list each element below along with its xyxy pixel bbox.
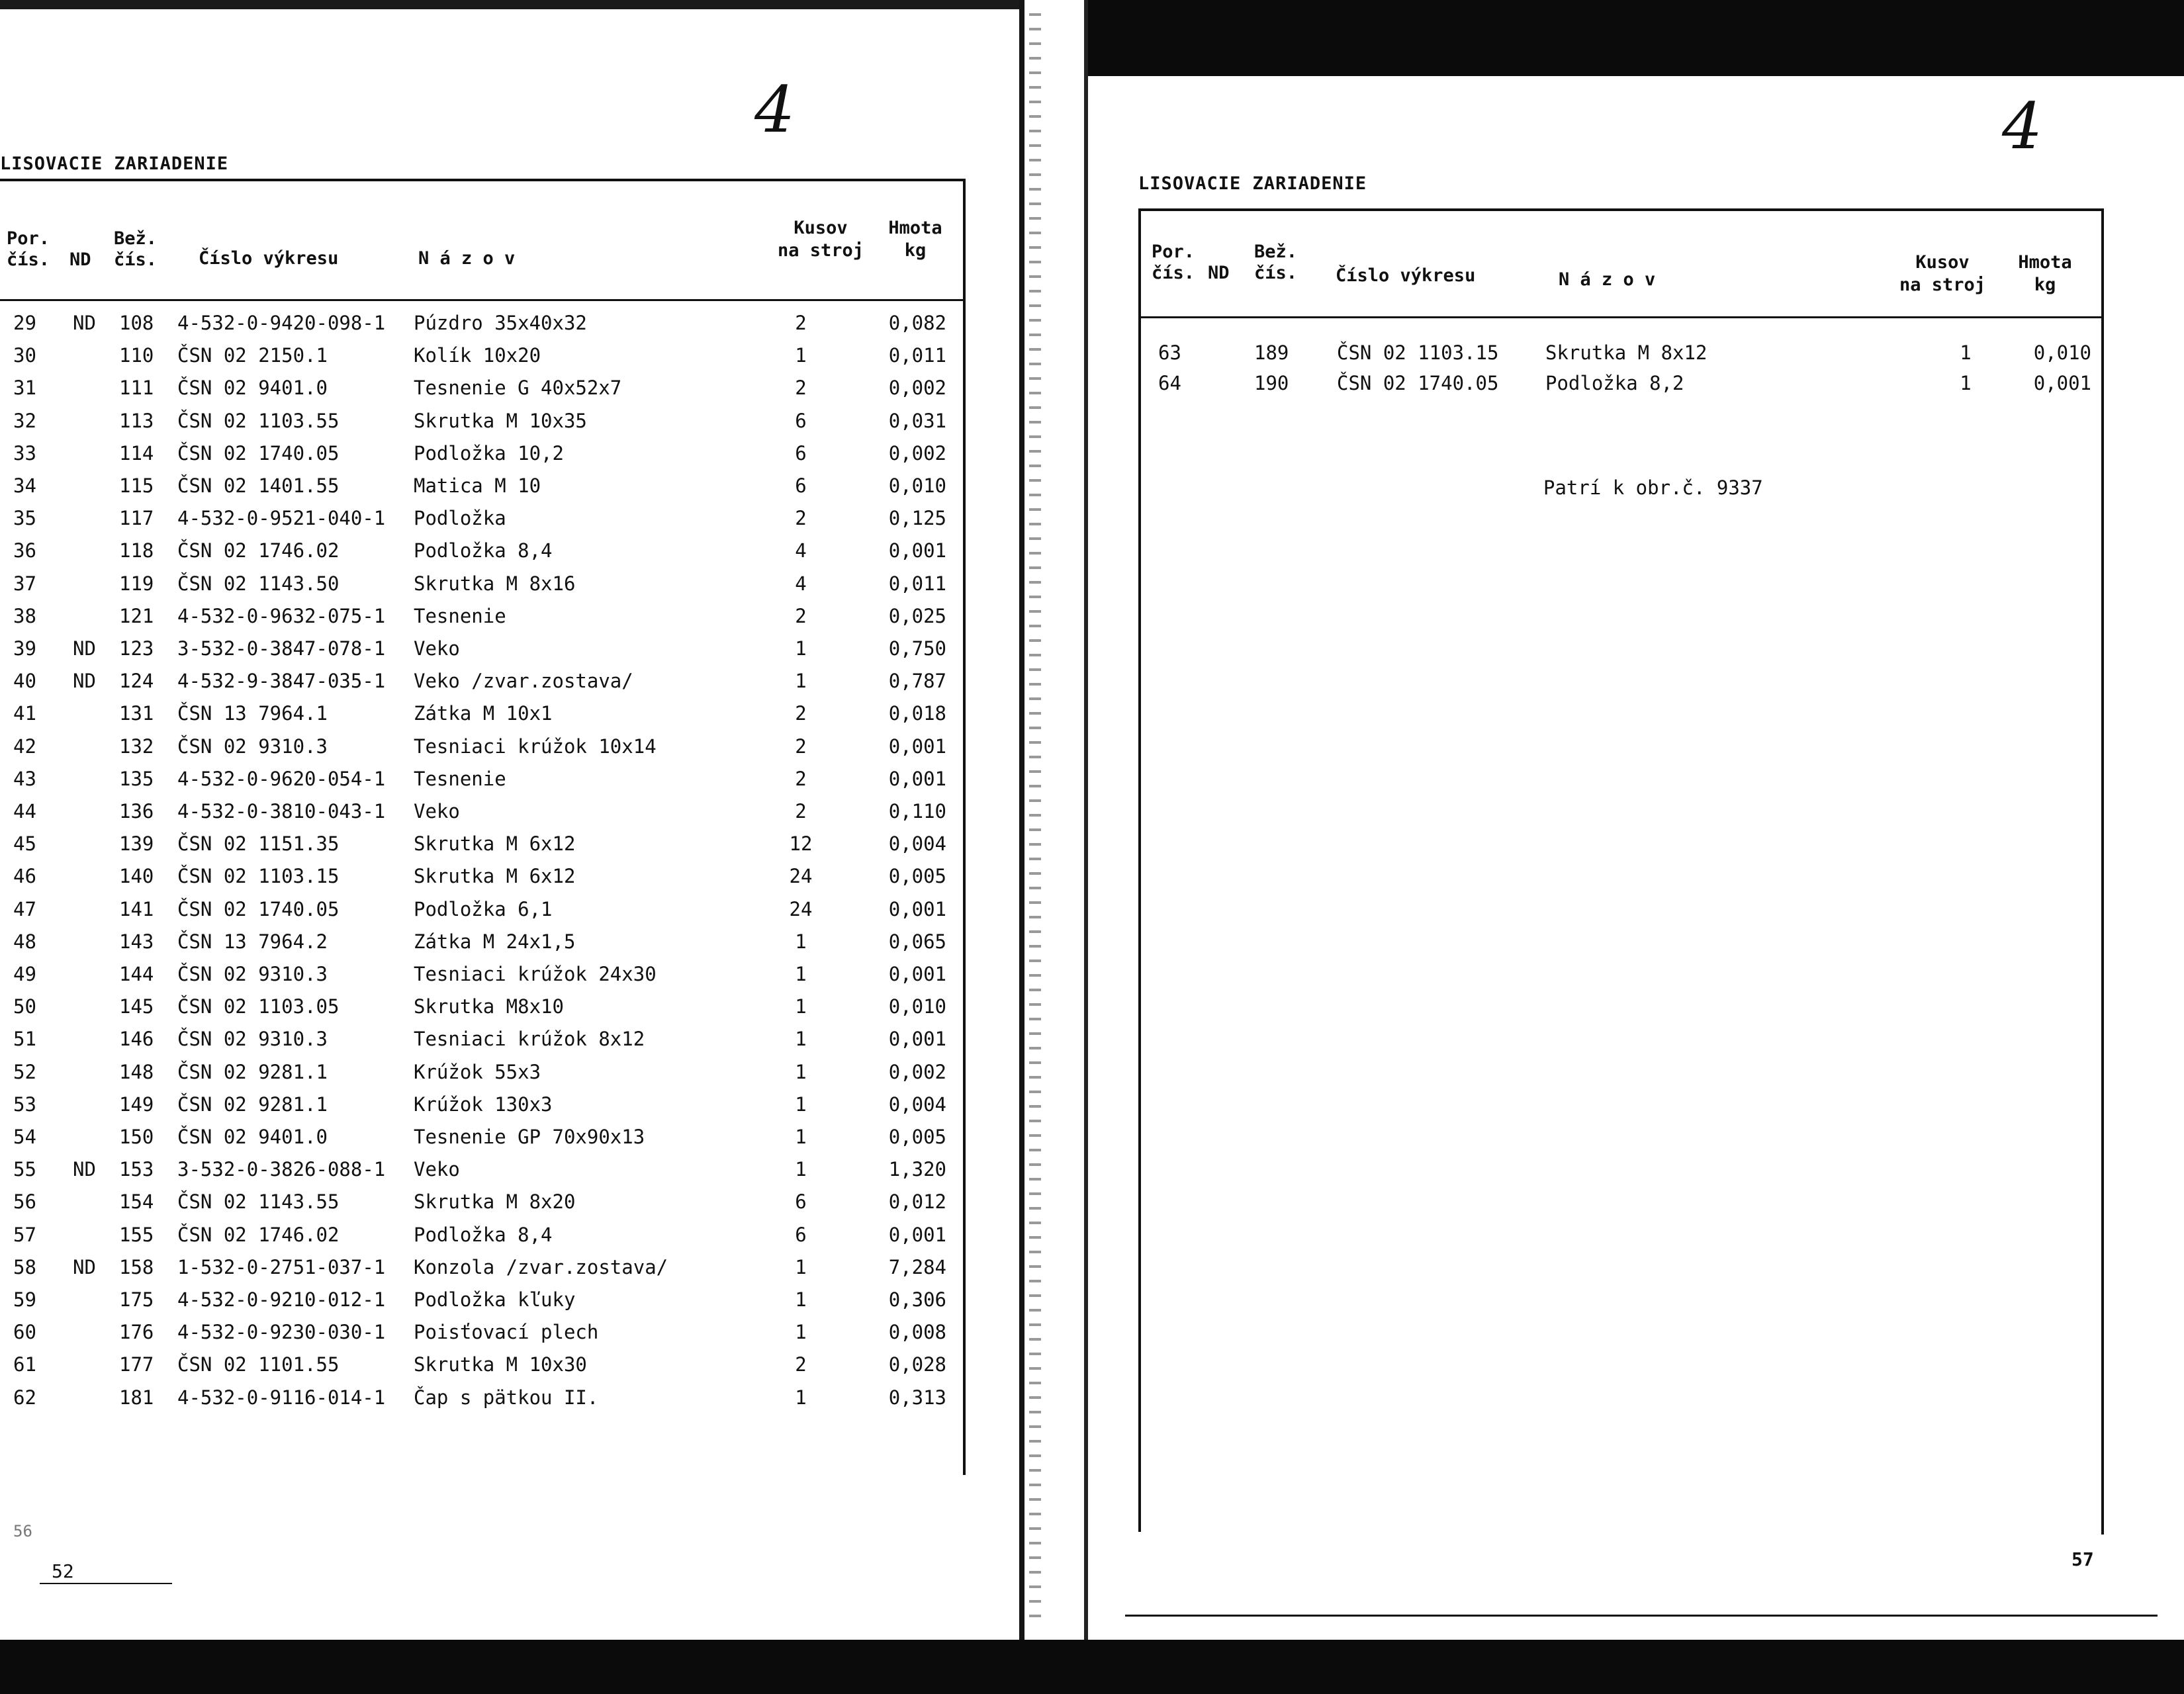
table-row (13, 828, 960, 859)
row-drawing-number: ČSN 02 1746.02 (177, 1223, 340, 1246)
row-mass: 0,001 (888, 897, 946, 920)
row-bez: 144 (119, 963, 154, 985)
row-quantity: 1 (1960, 372, 1972, 394)
row-mass: 0,313 (888, 1386, 946, 1409)
row-por: 49 (13, 963, 36, 985)
row-drawing-number: 4-532-0-3810-043-1 (177, 800, 386, 823)
row-por: 33 (13, 441, 36, 465)
row-drawing-number: 4-532-0-9632-075-1 (177, 604, 386, 627)
row-quantity: 1 (795, 1386, 807, 1409)
table-row (13, 406, 960, 436)
row-part-name: Skrutka M 6x12 (414, 865, 576, 888)
row-bez: 143 (119, 930, 154, 953)
row-part-name: Veko (414, 1158, 460, 1181)
row-bez: 119 (119, 572, 154, 595)
row-quantity: 6 (795, 474, 807, 497)
row-mass: 0,018 (888, 702, 946, 725)
row-quantity: 1 (795, 670, 807, 693)
row-mass: 0,002 (888, 1060, 946, 1083)
row-part-name: Veko /zvar.zostava/ (414, 670, 633, 693)
row-drawing-number: ČSN 02 9310.3 (177, 735, 328, 758)
footer-rule (1125, 1615, 2158, 1617)
table-row (13, 308, 960, 338)
row-quantity: 1 (795, 1092, 807, 1116)
row-part-name: Veko (414, 637, 460, 660)
table-row (13, 894, 960, 924)
row-bez: 110 (119, 344, 154, 367)
header-name: N á z o v (418, 248, 516, 269)
row-part-name: Zátka M 24x1,5 (414, 930, 576, 953)
row-por: 57 (13, 1223, 36, 1246)
row-drawing-number: ČSN 02 9401.0 (177, 1126, 328, 1148)
footer-rule (40, 1583, 172, 1584)
row-part-name: Podložka kľuky (414, 1288, 576, 1311)
row-bez: 148 (119, 1060, 154, 1083)
table-row (13, 1220, 960, 1250)
row-quantity: 2 (795, 1353, 807, 1376)
row-part-name: Tesnenie G 40x52x7 (414, 377, 622, 400)
header-kg: kg (904, 240, 927, 261)
row-part-name: Skrutka M 10x35 (414, 409, 587, 432)
row-por: 45 (13, 832, 36, 856)
row-bez: 139 (119, 832, 154, 856)
row-quantity: 2 (795, 604, 807, 627)
row-mass: 0,005 (888, 865, 946, 888)
handwritten-mark: 4 (2002, 89, 2043, 163)
row-drawing-number: ČSN 02 9281.1 (177, 1060, 328, 1083)
row-quantity: 24 (789, 865, 813, 888)
row-quantity: 2 (795, 767, 807, 790)
row-part-name: Čap s pätkou II. (414, 1386, 599, 1409)
header-nd: ND (1208, 263, 1230, 283)
row-quantity: 1 (795, 1158, 807, 1181)
page-number-faint: 56 (13, 1522, 32, 1540)
row-mass: 0,008 (888, 1321, 946, 1344)
row-part-name: Krúžok 130x3 (414, 1092, 553, 1116)
row-bez: 135 (119, 767, 154, 790)
row-por: 40 (13, 670, 36, 693)
row-bez: 123 (119, 637, 154, 660)
row-por: 35 (13, 507, 36, 530)
row-por: 32 (13, 409, 36, 432)
row-mass: 0,001 (888, 539, 946, 562)
table-row (13, 666, 960, 696)
row-por: 37 (13, 572, 36, 595)
right-page (1125, 0, 2184, 1640)
row-part-name: Tesniaci krúžok 10x14 (414, 735, 657, 758)
row-quantity: 2 (795, 377, 807, 400)
row-por: 56 (13, 1190, 36, 1214)
section-title: LISOVACIE ZARIADENIE (0, 154, 229, 174)
header-por: Por. (1152, 242, 1195, 262)
header-divider (0, 299, 963, 301)
row-mass: 0,004 (888, 1092, 946, 1116)
row-part-name: Podložka 8,4 (414, 1223, 553, 1246)
row-por: 46 (13, 865, 36, 888)
row-por: 38 (13, 604, 36, 627)
row-quantity: 6 (795, 1223, 807, 1246)
row-part-name: Poisťovací plech (414, 1321, 599, 1344)
row-quantity: 12 (789, 832, 813, 856)
table-row (13, 926, 960, 957)
row-bez: 140 (119, 865, 154, 888)
row-quantity: 1 (795, 637, 807, 660)
row-quantity: 1 (1960, 341, 1972, 364)
row-part-name: Tesnenie (414, 604, 506, 627)
row-drawing-number: ČSN 02 1101.55 (177, 1353, 340, 1376)
row-por: 58 (13, 1255, 36, 1278)
row-part-name: Konzola /zvar.zostava/ (414, 1255, 668, 1278)
row-mass: 0,750 (888, 637, 946, 660)
table-row (13, 1154, 960, 1184)
header-na-stroj: na stroj (777, 240, 864, 261)
table-row (13, 1186, 960, 1217)
row-quantity: 1 (795, 1028, 807, 1051)
row-quantity: 4 (795, 539, 807, 562)
row-por: 42 (13, 735, 36, 758)
row-mass: 0,001 (888, 735, 946, 758)
row-bez: 111 (119, 377, 154, 400)
row-mass: 0,002 (888, 441, 946, 465)
row-bez: 177 (119, 1353, 154, 1376)
row-drawing-number: 4-532-0-9521-040-1 (177, 507, 386, 530)
row-quantity: 6 (795, 409, 807, 432)
row-bez: 154 (119, 1190, 154, 1214)
row-mass: 1,320 (888, 1158, 946, 1181)
table-row (13, 1252, 960, 1282)
table-row (13, 1349, 960, 1380)
scan-edge-bottom (0, 1640, 2184, 1694)
table-row (13, 568, 960, 599)
table-row (13, 373, 960, 403)
row-mass: 0,005 (888, 1126, 946, 1148)
row-bez: 117 (119, 507, 154, 530)
row-bez: 190 (1254, 372, 1289, 394)
row-drawing-number: ČSN 02 1740.05 (177, 441, 340, 465)
header-drawing: Číslo výkresu (1336, 265, 1476, 286)
row-quantity: 1 (795, 1255, 807, 1278)
row-mass: 0,306 (888, 1288, 946, 1311)
row-mass: 7,284 (888, 1255, 946, 1278)
row-bez: 181 (119, 1386, 154, 1409)
row-por: 39 (13, 637, 36, 660)
row-part-name: Tesnenie (414, 767, 506, 790)
page-number: 57 (2071, 1548, 2094, 1570)
table-row (13, 796, 960, 826)
row-quantity: 2 (795, 735, 807, 758)
table-row (13, 1089, 960, 1120)
row-mass: 0,010 (2033, 341, 2091, 364)
row-por: 36 (13, 539, 36, 562)
row-por: 62 (13, 1386, 36, 1409)
row-quantity: 24 (789, 897, 813, 920)
header-kusov: Kusov (1915, 252, 1970, 273)
row-mass: 0,028 (888, 1353, 946, 1376)
row-bez: 155 (119, 1223, 154, 1246)
row-mass: 0,002 (888, 377, 946, 400)
row-nd: ND (73, 637, 96, 660)
row-quantity: 2 (795, 702, 807, 725)
row-quantity: 1 (795, 1321, 807, 1344)
row-por: 29 (13, 312, 36, 334)
row-mass: 0,010 (888, 474, 946, 497)
section-title: LISOVACIE ZARIADENIE (1138, 173, 1367, 194)
row-drawing-number: ČSN 02 1143.50 (177, 572, 340, 595)
row-bez: 153 (119, 1158, 154, 1181)
row-por: 41 (13, 702, 36, 725)
row-quantity: 6 (795, 1190, 807, 1214)
row-mass: 0,004 (888, 832, 946, 856)
row-drawing-number: ČSN 02 9310.3 (177, 963, 328, 985)
row-mass: 0,010 (888, 995, 946, 1018)
row-quantity: 1 (795, 1060, 807, 1083)
row-por: 59 (13, 1288, 36, 1311)
header-bez: Bež. (1254, 242, 1298, 262)
row-drawing-number: ČSN 02 2150.1 (177, 344, 328, 367)
row-drawing-number: ČSN 02 1103.55 (177, 409, 340, 432)
row-por: 48 (13, 930, 36, 953)
row-drawing-number: ČSN 02 1151.35 (177, 832, 340, 856)
row-drawing-number: 4-532-0-9620-054-1 (177, 767, 386, 790)
row-por: 44 (13, 800, 36, 823)
row-por: 61 (13, 1353, 36, 1376)
row-part-name: Skrutka M 6x12 (414, 832, 576, 856)
row-mass: 0,001 (2033, 372, 2091, 394)
table-frame (1138, 208, 2104, 1535)
row-bez: 145 (119, 995, 154, 1018)
row-part-name: Skrutka M 8x16 (414, 572, 576, 595)
table-row (13, 861, 960, 891)
row-quantity: 1 (795, 963, 807, 985)
figure-note: Patrí k obr.č. 9337 (1543, 476, 1763, 499)
row-mass: 0,031 (888, 409, 946, 432)
row-mass: 0,025 (888, 604, 946, 627)
page-number: 52 (52, 1560, 74, 1582)
table-row (13, 1122, 960, 1152)
row-drawing-number: ČSN 02 9401.0 (177, 377, 328, 400)
row-drawing-number: ČSN 02 9310.3 (177, 1028, 328, 1051)
row-por: 64 (1158, 372, 1181, 394)
row-por: 30 (13, 344, 36, 367)
row-drawing-number: 3-532-0-3826-088-1 (177, 1158, 386, 1181)
header-kg: kg (2034, 275, 2056, 295)
row-por: 51 (13, 1028, 36, 1051)
row-bez: 176 (119, 1321, 154, 1344)
table-row (13, 633, 960, 664)
table-row (13, 438, 960, 468)
row-part-name: Podložka 8,2 (1545, 372, 1684, 394)
row-part-name: Skrutka M 8x12 (1545, 341, 1707, 364)
row-mass: 0,787 (888, 670, 946, 693)
table-row (13, 764, 960, 794)
row-mass: 0,001 (888, 1028, 946, 1051)
row-quantity: 6 (795, 441, 807, 465)
header-cis-a: čís. (1152, 263, 1195, 283)
table-row (13, 340, 960, 371)
header-cis-b: čís. (114, 249, 158, 270)
row-bez: 114 (119, 441, 154, 465)
row-mass: 0,001 (888, 1223, 946, 1246)
row-bez: 132 (119, 735, 154, 758)
row-part-name: Podložka (414, 507, 506, 530)
row-part-name: Kolík 10x20 (414, 344, 541, 367)
row-mass: 0,065 (888, 930, 946, 953)
row-part-name: Púzdro 35x40x32 (414, 312, 587, 334)
header-na-stroj: na stroj (1899, 275, 1986, 295)
row-quantity: 1 (795, 1288, 807, 1311)
header-por: Por. (7, 228, 50, 249)
row-quantity: 4 (795, 572, 807, 595)
table-row (1158, 368, 2098, 398)
row-mass: 0,011 (888, 572, 946, 595)
row-part-name: Zátka M 10x1 (414, 702, 553, 725)
row-part-name: Podložka 6,1 (414, 897, 553, 920)
header-nd: ND (69, 249, 91, 270)
row-part-name: Matica M 10 (414, 474, 541, 497)
row-por: 43 (13, 767, 36, 790)
left-page (0, 0, 1019, 1640)
row-bez: 115 (119, 474, 154, 497)
row-nd: ND (73, 670, 96, 693)
row-mass: 0,110 (888, 800, 946, 823)
row-bez: 150 (119, 1126, 154, 1148)
row-por: 52 (13, 1060, 36, 1083)
row-part-name: Tesniaci krúžok 8x12 (414, 1028, 645, 1051)
row-quantity: 2 (795, 507, 807, 530)
spine-shadow (1029, 13, 1041, 1628)
table-row (13, 731, 960, 762)
row-part-name: Skrutka M 10x30 (414, 1353, 587, 1376)
row-bez: 189 (1254, 341, 1289, 364)
row-quantity: 2 (795, 800, 807, 823)
row-bez: 149 (119, 1092, 154, 1116)
row-bez: 118 (119, 539, 154, 562)
row-quantity: 1 (795, 995, 807, 1018)
table-row (13, 991, 960, 1022)
header-drawing: Číslo výkresu (199, 248, 339, 269)
row-drawing-number: 4-532-9-3847-035-1 (177, 670, 386, 693)
row-part-name: Skrutka M 8x20 (414, 1190, 576, 1214)
row-drawing-number: ČSN 13 7964.1 (177, 702, 328, 725)
row-drawing-number: ČSN 02 1746.02 (177, 539, 340, 562)
header-name: N á z o v (1559, 269, 1656, 290)
row-por: 55 (13, 1158, 36, 1181)
table-row (13, 1317, 960, 1347)
row-drawing-number: ČSN 02 1740.05 (177, 897, 340, 920)
row-mass: 0,012 (888, 1190, 946, 1214)
row-bez: 131 (119, 702, 154, 725)
header-hmota: Hmota (888, 218, 942, 238)
table-row (13, 1284, 960, 1315)
row-drawing-number: 3-532-0-3847-078-1 (177, 637, 386, 660)
row-drawing-number: 4-532-0-9210-012-1 (177, 1288, 386, 1311)
row-por: 60 (13, 1321, 36, 1344)
header-divider (1138, 316, 2101, 318)
row-por: 34 (13, 474, 36, 497)
row-drawing-number: 4-532-0-9230-030-1 (177, 1321, 386, 1344)
row-drawing-number: ČSN 02 1103.05 (177, 995, 340, 1018)
row-bez: 121 (119, 604, 154, 627)
row-por: 31 (13, 377, 36, 400)
row-part-name: Skrutka M8x10 (414, 995, 564, 1018)
row-part-name: Tesnenie GP 70x90x13 (414, 1126, 645, 1148)
row-bez: 136 (119, 800, 154, 823)
row-drawing-number: ČSN 02 1401.55 (177, 474, 340, 497)
row-mass: 0,125 (888, 507, 946, 530)
row-drawing-number: 4-532-0-9420-098-1 (177, 312, 386, 334)
row-part-name: Krúžok 55x3 (414, 1060, 541, 1083)
row-por: 63 (1158, 341, 1181, 364)
row-quantity: 1 (795, 1126, 807, 1148)
row-quantity: 1 (795, 344, 807, 367)
header-bez: Bež. (114, 228, 158, 249)
table-row (13, 1382, 960, 1413)
row-nd: ND (73, 1158, 96, 1181)
table-row (13, 959, 960, 989)
row-drawing-number: ČSN 13 7964.2 (177, 930, 328, 953)
table-frame-left (1138, 208, 1141, 1532)
row-bez: 113 (119, 409, 154, 432)
row-bez: 146 (119, 1028, 154, 1051)
table-row (13, 470, 960, 501)
row-bez: 124 (119, 670, 154, 693)
table-row (13, 1024, 960, 1054)
header-cis-b: čís. (1254, 263, 1298, 283)
row-drawing-number: ČSN 02 1740.05 (1337, 372, 1499, 394)
row-por: 50 (13, 995, 36, 1018)
row-por: 54 (13, 1126, 36, 1148)
table-row (13, 698, 960, 729)
row-mass: 0,001 (888, 963, 946, 985)
header-kusov: Kusov (794, 218, 848, 238)
row-mass: 0,011 (888, 344, 946, 367)
table-row (13, 601, 960, 631)
row-part-name: Podložka 10,2 (414, 441, 564, 465)
row-quantity: 1 (795, 930, 807, 953)
row-mass: 0,082 (888, 312, 946, 334)
row-part-name: Podložka 8,4 (414, 539, 553, 562)
handwritten-mark: 4 (754, 73, 796, 147)
row-nd: ND (73, 1255, 96, 1278)
row-drawing-number: ČSN 02 1103.15 (177, 865, 340, 888)
header-hmota: Hmota (2018, 252, 2072, 273)
row-por: 53 (13, 1092, 36, 1116)
table-row (13, 535, 960, 566)
table-row (13, 1057, 960, 1087)
row-part-name: Tesniaci krúžok 24x30 (414, 963, 657, 985)
row-bez: 141 (119, 897, 154, 920)
row-bez: 175 (119, 1288, 154, 1311)
row-drawing-number: 4-532-0-9116-014-1 (177, 1386, 386, 1409)
row-quantity: 2 (795, 312, 807, 334)
row-mass: 0,001 (888, 767, 946, 790)
row-drawing-number: ČSN 02 9281.1 (177, 1092, 328, 1116)
table-row (1158, 337, 2098, 368)
header-cis-a: čís. (7, 249, 50, 270)
row-part-name: Veko (414, 800, 460, 823)
row-drawing-number: ČSN 02 1103.15 (1337, 341, 1499, 364)
row-drawing-number: 1-532-0-2751-037-1 (177, 1255, 386, 1278)
row-drawing-number: ČSN 02 1143.55 (177, 1190, 340, 1214)
row-bez: 108 (119, 312, 154, 334)
row-bez: 158 (119, 1255, 154, 1278)
row-nd: ND (73, 312, 96, 334)
table-row (13, 503, 960, 533)
row-por: 47 (13, 897, 36, 920)
